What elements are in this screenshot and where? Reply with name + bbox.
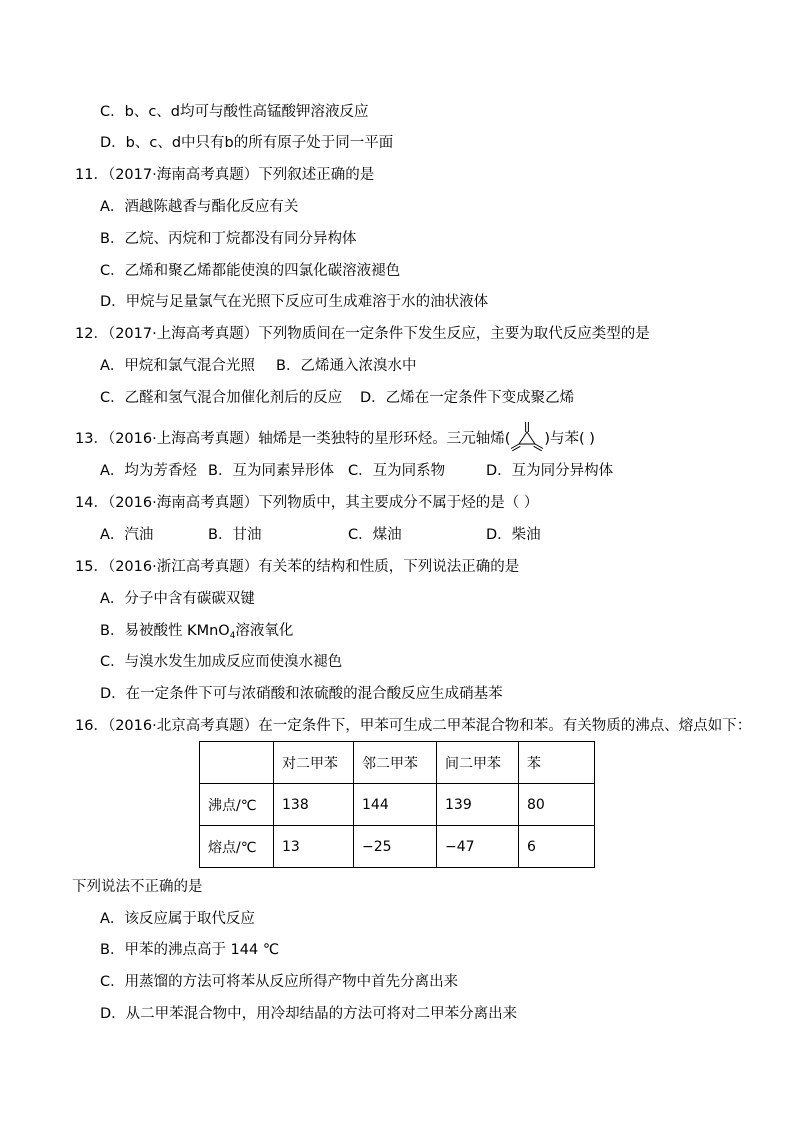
table-row (200, 826, 595, 868)
q14-option-b: B．甘油 (208, 527, 262, 543)
q16-option-b: B．甲苯的沸点高于 144 ℃ (100, 942, 280, 958)
q14-option-c: C．煤油 (348, 527, 402, 543)
q13-stem-text-before: 13．（2016·上海高考真题）轴烯是一类独特的星形环烃。三元轴烯( (75, 431, 511, 447)
q11-stem: 11．（2017·海南高考真题）下列叙述正确的是 (75, 167, 375, 183)
table-cell: 144 (354, 784, 437, 826)
table-cell: 139 (437, 784, 519, 826)
q15-option-c: C．与溴水发生加成反应而使溴水褪色 (100, 654, 343, 670)
q16-stem: 16．（2016·北京高考真题）在一定条件下，甲苯可生成二甲苯混合物和苯。有关物质的沸点、熔点如下： (75, 718, 752, 734)
q10-option-d: D．b、c、d中只有b的所有原子处于同一平面 (100, 135, 394, 151)
triaxialene-structure-icon (510, 424, 544, 444)
q12-stem: 12．（2017·上海高考真题）下列物质间在一定条件下发生反应，主要为取代反应类型的是 (75, 326, 650, 342)
table-cell: 6 (519, 826, 595, 868)
q16-lead: 下列说法不正确的是 (72, 879, 203, 895)
q12-option-b: B．乙烯通入浓溴水中 (276, 358, 417, 374)
table-header-cell: 间二甲苯 (437, 742, 519, 784)
q16-option-c: C．用蒸馏的方法可将苯从反应所得产物中首先分离出来 (100, 974, 459, 990)
q15-option-b-text: B．易被酸性 KMnO (100, 623, 230, 639)
q14-stem: 14．（2016·海南高考真题）下列物质中，其主要成分不属于烃的是（ ） (75, 495, 539, 511)
table-header-row (200, 742, 595, 784)
table-cell: 13 (274, 826, 354, 868)
q13-option-b: B．互为同素异形体 (208, 463, 334, 479)
q13-option-a: A．均为芳香烃 (100, 463, 197, 479)
q11-option-d: D．甲烷与足量氯气在光照下反应可生成难溶于水的油状液体 (100, 294, 489, 310)
table-header-cell (200, 742, 274, 784)
q15-option-b (100, 621, 293, 646)
boiling-melting-point-table (199, 741, 595, 868)
q15-option-b-text-end: 溶液氧化 (235, 623, 294, 639)
table-cell: −25 (354, 826, 437, 868)
table-header-cell: 邻二甲苯 (354, 742, 437, 784)
table-row-label: 沸点/℃ (200, 784, 274, 826)
q13-stem-text-after: )与苯( ) (544, 431, 595, 447)
table-cell: −47 (437, 826, 519, 868)
table-row-label: 熔点/℃ (200, 826, 274, 868)
q16-option-a: A．该反应属于取代反应 (100, 911, 255, 927)
q15-option-a: A．分子中含有碳碳双键 (100, 591, 255, 607)
table-cell: 138 (274, 784, 354, 826)
q13-stem (75, 424, 595, 449)
table-row (200, 784, 595, 826)
table-cell: 80 (519, 784, 595, 826)
q15-option-d: D．在一定条件下可与浓硝酸和浓硫酸的混合酸反应生成硝基苯 (100, 686, 503, 702)
q12-option-d: D．乙烯在一定条件下变成聚乙烯 (360, 390, 575, 406)
q16-option-d: D．从二甲苯混合物中，用冷却结晶的方法可将对二甲苯分离出来 (100, 1006, 518, 1022)
q15-option-b-subscript: 4 (229, 631, 236, 641)
q14-option-a: A．汽油 (100, 527, 154, 543)
q15-stem: 15．（2016·浙江高考真题）有关苯的结构和性质，下列说法正确的是 (75, 559, 520, 575)
q11-option-b: B．乙烷、丙烷和丁烷都没有同分异构体 (100, 231, 357, 247)
table-header-cell: 苯 (519, 742, 595, 784)
q13-option-d: D．互为同分异构体 (486, 463, 614, 479)
q11-option-c: C．乙烯和聚乙烯都能使溴的四氯化碳溶液褪色 (100, 263, 401, 279)
q12-option-c: C．乙醛和氢气混合加催化剂后的反应 (100, 390, 343, 406)
table-header-cell: 对二甲苯 (274, 742, 354, 784)
q14-option-d: D．柴油 (486, 527, 541, 543)
q11-option-a: A．酒越陈越香与酯化反应有关 (100, 199, 299, 215)
q10-option-c: C．b、c、d均可与酸性高锰酸钾溶液反应 (100, 104, 369, 120)
q12-option-a: A．甲烷和氯气混合光照 (100, 358, 255, 374)
q13-option-c: C．互为同系物 (348, 463, 446, 479)
